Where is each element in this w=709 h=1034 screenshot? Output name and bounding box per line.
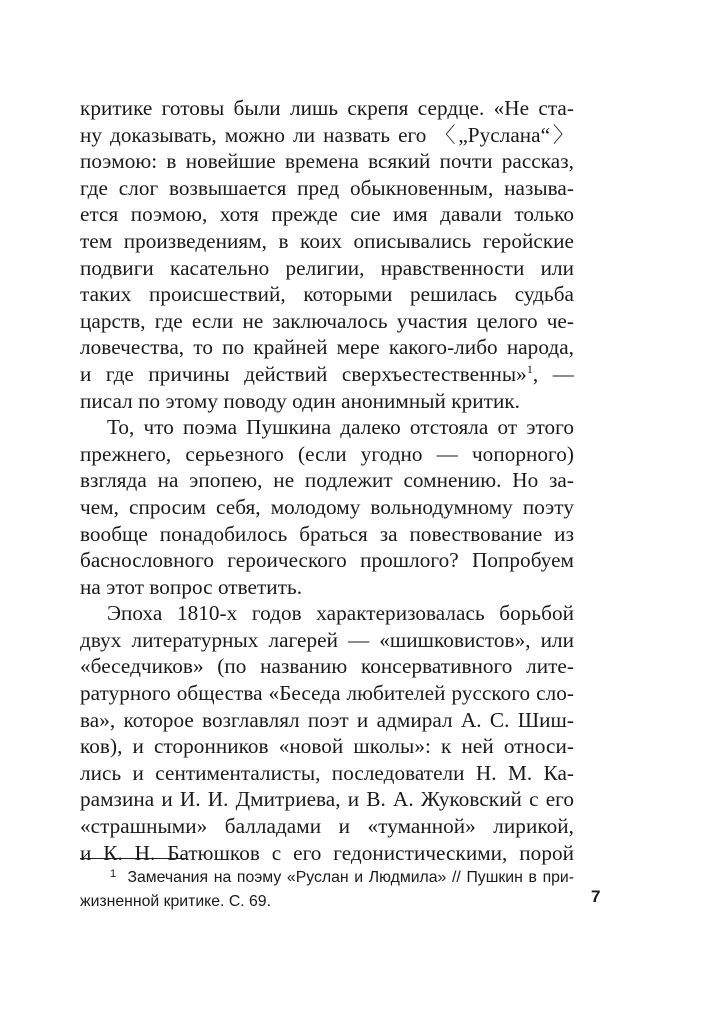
footnote-number: 1 [110,868,117,880]
text-line: ратурного общества «Беседа любителей русского сло- [80,681,574,706]
text-line: баснословного героического прошлого? Попробуем [80,548,574,573]
text-line: рамзина и И. И. Дмитриева, и В. А. Жуковский с его [80,787,574,812]
text-line: ну доказывать, можно ли назвать его 〈„Руслана“〉 [80,122,574,147]
text-line: писал по этому поводу один анонимный критик. [80,388,521,413]
text-line: таких происшествий, которыми решилась судьба [80,282,574,307]
text-line: чем, спросим себя, молодому вольнодумному поэту [80,494,574,519]
text-line: ков), и сторонников «новой школы»: к ней относи- [80,734,574,759]
text-line: где слог возвышается пред обыкновенным, называ- [80,175,574,200]
text-line: на этот вопрос ответить. [80,574,303,599]
footnote-reference[interactable]: 1 [526,361,533,376]
text-line: ва», которое возглавлял поэт и адмирал А. С. Шиш- [80,707,574,732]
text-line: поэмою: в новейшие времена всякий почти рассказ, [80,149,574,174]
text-line: царств, где если не заключалось участия целого че- [80,308,574,333]
text-line: и К. Н. Батюшков с его гедонистическими, порой [80,840,574,865]
paragraph-start-line: Эпоха 1810-х годов характеризовалась борьбой [107,601,574,626]
text-segment: , — [532,361,574,386]
text-line: вообще понадобилось браться за повествование из [80,521,574,546]
text-line: подвиги касательно религии, нравственности или [80,255,574,280]
footnote-line: жизненной критике. С. 69. [80,893,271,910]
text-line: двух литературных лагерей — «шишковистов», или [80,627,574,652]
text-line: критике готовы были лишь скрепя сердце. «Не ста- [80,96,574,120]
footnote-text: Замечания на поэму «Руслан и Людмила» // Пушкин в при- [127,869,574,886]
text-line: взгляда на эпопею, не подлежит сомнению. Но за- [80,468,574,493]
text-line: «беседчиков» (по названию консервативного лите- [80,654,574,679]
footnote-line [80,866,574,890]
paragraph-start-line: То, что поэма Пушкина далеко отстояла от этого [107,415,574,440]
footnote [80,866,574,914]
text-line: ется поэмою, хотя прежде сие имя давали только [80,202,574,227]
text-segment: и где причины действий сверхъестественны» [80,361,527,386]
page-number: 7 [591,887,601,906]
footnote-divider [80,858,188,859]
text-line: лись и сентименталисты, последователи Н. М. Ка- [80,760,574,785]
text-line: ловечества, то по крайней мере какого-либо народа, [80,335,574,360]
text-line: «страшными» балладами и «туманной» лирикой, [80,814,574,839]
text-line: тем произведениям, в коих описывались геройские [80,228,574,253]
text-line: прежнего, серьезного (если угодно — чопорного) [80,441,574,466]
main-text [80,95,574,866]
text-line-with-footnote-ref [80,361,574,388]
